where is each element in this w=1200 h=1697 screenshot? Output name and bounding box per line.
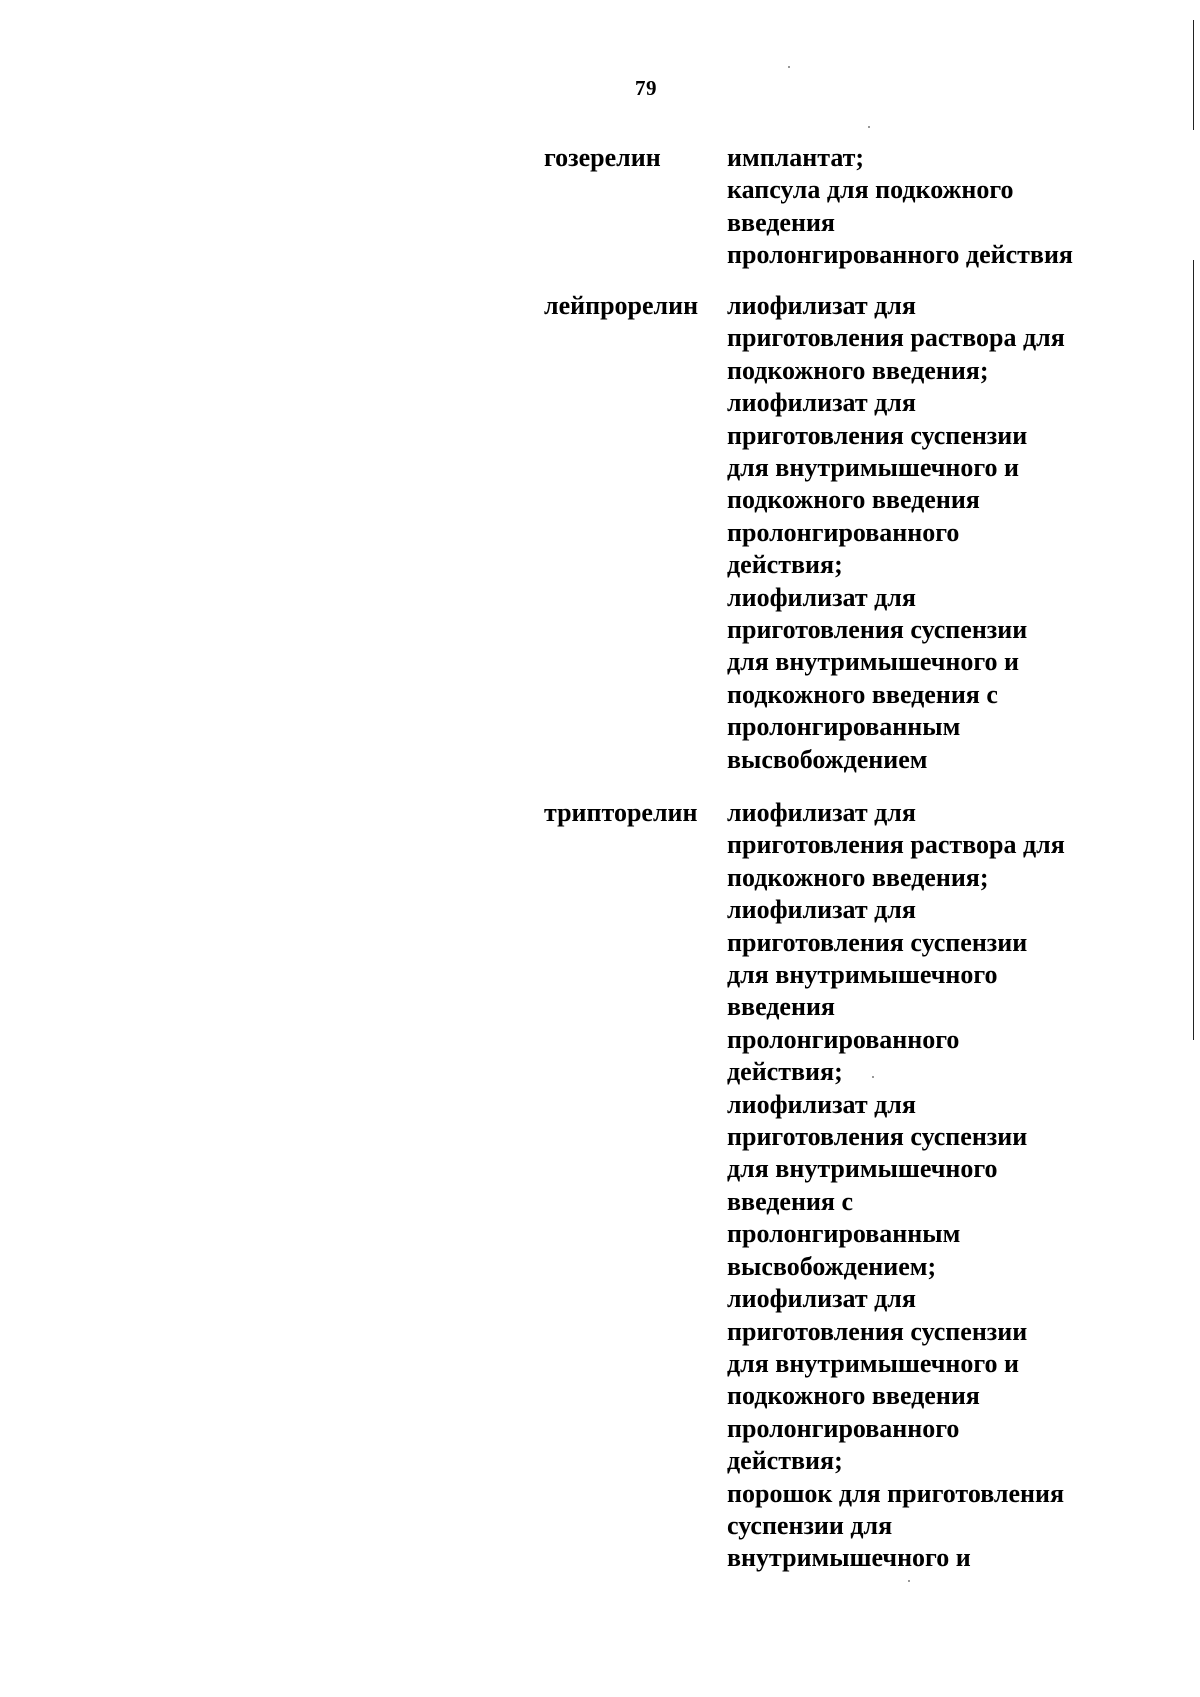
- dosage-forms: [727, 797, 1065, 1575]
- dosage-form-line: суспензии для: [727, 1510, 893, 1540]
- scan-speck: [868, 126, 870, 128]
- dosage-form-line: приготовления суспензии: [727, 1316, 1028, 1346]
- dosage-form-line: приготовления раствора для: [727, 323, 1065, 353]
- dosage-form-line: порошок для приготовления: [727, 1478, 1065, 1508]
- dosage-form-line: для внутримышечного и: [727, 453, 1019, 483]
- dosage-form-line: лиофилизат для: [727, 1089, 916, 1119]
- dosage-form-line: высвобождением: [727, 744, 928, 774]
- dosage-forms: [727, 142, 1073, 272]
- dosage-form-line: пролонгированного: [727, 1413, 960, 1443]
- dosage-form-line: приготовления суспензии: [727, 1122, 1028, 1152]
- dosage-form-line: приготовления суспензии: [727, 927, 1028, 957]
- drug-name: лейпрорелин: [544, 291, 699, 320]
- dosage-form-line: введения: [727, 992, 835, 1022]
- dosage-form-line: лиофилизат для: [727, 582, 916, 612]
- scan-edge-line: [1193, 260, 1194, 1040]
- dosage-form-line: капсула для подкожного: [727, 175, 1014, 205]
- dosage-form-line: для внутримышечного: [727, 1154, 998, 1184]
- dosage-form-line: приготовления раствора для: [727, 830, 1065, 860]
- dosage-form-line: для внутримышечного и: [727, 647, 1019, 677]
- dosage-form-line: имплантат;: [727, 143, 865, 172]
- dosage-form-line: подкожного введения: [727, 485, 980, 515]
- dosage-form-line: подкожного введения;: [727, 862, 989, 892]
- scan-edge-line: [1193, 20, 1194, 130]
- dosage-form-line: лиофилизат для: [727, 895, 916, 925]
- dosage-form-line: пролонгированным: [727, 712, 961, 742]
- dosage-form-line: действия;: [727, 550, 843, 580]
- page-number: 79: [635, 76, 657, 100]
- dosage-forms: [727, 290, 1065, 776]
- dosage-form-line: лиофилизат для: [727, 388, 916, 418]
- dosage-form-line: подкожного введения с: [727, 679, 998, 709]
- drug-name: трипторелин: [544, 798, 698, 827]
- dosage-form-line: лиофилизат для: [727, 1284, 916, 1314]
- dosage-form-line: высвобождением;: [727, 1251, 937, 1281]
- dosage-form-line: внутримышечного и: [727, 1543, 971, 1573]
- dosage-form-line: пролонгированного: [727, 517, 960, 547]
- dosage-form-line: лиофилизат для: [727, 798, 916, 827]
- dosage-form-line: введения: [727, 207, 835, 237]
- dosage-form-line: приготовления суспензии: [727, 420, 1028, 450]
- dosage-form-line: введения с: [727, 1186, 854, 1216]
- dosage-form-line: действия;: [727, 1446, 843, 1476]
- scan-speck: [788, 66, 790, 68]
- scan-speck: [908, 1580, 910, 1582]
- dosage-form-line: для внутримышечного: [727, 960, 998, 990]
- dosage-form-line: приготовления суспензии: [727, 615, 1028, 645]
- scan-speck: [872, 1076, 874, 1078]
- drug-name: гозерелин: [544, 143, 661, 172]
- dosage-form-line: действия;: [727, 1057, 843, 1087]
- dosage-form-line: пролонгированного: [727, 1024, 960, 1054]
- dosage-form-line: пролонгированного действия: [727, 240, 1073, 270]
- dosage-form-line: подкожного введения: [727, 1381, 980, 1411]
- dosage-form-line: лиофилизат для: [727, 291, 916, 320]
- dosage-form-line: пролонгированным: [727, 1219, 961, 1249]
- dosage-form-line: подкожного введения;: [727, 355, 989, 385]
- dosage-form-line: для внутримышечного и: [727, 1348, 1019, 1378]
